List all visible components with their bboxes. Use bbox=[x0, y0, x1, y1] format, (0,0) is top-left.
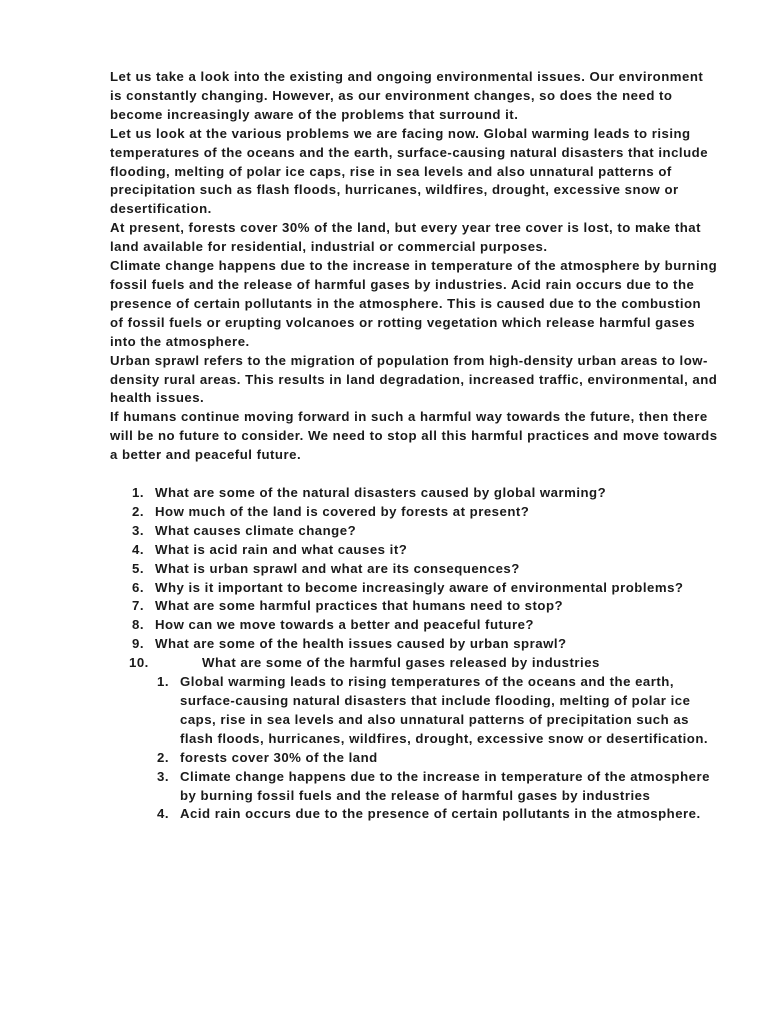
paragraph-climate-acid-rain: Climate change happens due to the increase in temperature of the atmosphere by burning fossil fuels and the release of harmful gases by industries. Acid rain occurs due to the presence of certain pollutants in the atmosphere. This is caused due to the combustion of fossil fuels or erupting volcanoes or rotting vegetation which release harmful gases into the atmosphere. bbox=[110, 258, 718, 349]
question-item bbox=[110, 654, 718, 673]
paragraph-forests: At present, forests cover 30% of the land, but every year tree cover is lost, to make that land available for residential, industrial or commercial purposes. bbox=[110, 220, 702, 255]
question-item bbox=[110, 503, 718, 522]
question-text: What are some of the harmful gases released by industries bbox=[202, 655, 600, 671]
question-number: 7. bbox=[132, 598, 144, 614]
question-number: 9. bbox=[132, 636, 144, 652]
questions-list bbox=[110, 484, 718, 673]
answer-number: 4. bbox=[157, 806, 169, 822]
question-text: Why is it important to become increasingly aware of environmental problems? bbox=[155, 579, 684, 595]
question-number: 8. bbox=[132, 617, 144, 633]
question-text: What causes climate change? bbox=[155, 522, 357, 538]
answer-text: Acid rain occurs due to the presence of certain pollutants in the atmosphere. bbox=[180, 806, 701, 822]
paragraph-conclusion: If humans continue moving forward in such a harmful way towards the future, then there will be no future to consider. We need to stop all this harmful practices and move towards a better and peaceful future. bbox=[110, 409, 718, 463]
document-page bbox=[110, 68, 718, 824]
answers-list bbox=[110, 673, 718, 824]
paragraph-urban-sprawl: Urban sprawl refers to the migration of population from high-density urban areas to low-density rural areas. This results in land degradation, increased traffic, environmental, and health issues. bbox=[110, 352, 718, 406]
question-number: 2. bbox=[132, 503, 144, 519]
question-number: 1. bbox=[132, 485, 144, 501]
answer-text: Climate change happens due to the increase in temperature of the atmosphere by burning fossil fuels and the release of harmful gases by industries bbox=[180, 768, 710, 803]
answer-text: forests cover 30% of the land bbox=[180, 749, 378, 765]
question-item bbox=[110, 616, 718, 635]
question-number: 10. bbox=[129, 655, 149, 671]
question-text: What are some of the natural disasters caused by global warming? bbox=[155, 485, 607, 501]
question-number: 4. bbox=[132, 541, 144, 557]
answer-item bbox=[110, 805, 718, 824]
paragraph-global-warming: Let us look at the various problems we are facing now. Global warming leads to rising temperatures of the oceans and the earth, surface-causing natural disasters that include flooding, melting of polar ice caps, rise in sea levels and also unnatural patterns of precipitation such as flash floods, hurricanes, wildfires, drought, excessive snow or desertification. bbox=[110, 125, 709, 217]
question-number: 3. bbox=[132, 522, 144, 538]
answer-item bbox=[110, 768, 718, 806]
question-item bbox=[110, 579, 718, 598]
question-item bbox=[110, 560, 718, 579]
question-number: 6. bbox=[132, 579, 144, 595]
answer-number: 2. bbox=[157, 749, 169, 765]
question-text: What are some harmful practices that humans need to stop? bbox=[155, 598, 564, 614]
answer-number: 3. bbox=[157, 768, 169, 784]
question-item bbox=[110, 484, 718, 503]
question-text: What is acid rain and what causes it? bbox=[155, 541, 408, 557]
question-text: How can we move towards a better and peaceful future? bbox=[155, 617, 534, 633]
answer-item bbox=[110, 749, 718, 768]
question-text: What are some of the health issues caused by urban sprawl? bbox=[155, 636, 567, 652]
question-item bbox=[110, 541, 718, 560]
question-item bbox=[110, 522, 718, 541]
question-item bbox=[110, 635, 718, 654]
paragraph-intro: Let us take a look into the existing and ongoing environmental issues. Our environment is constantly changing. However, as our environment changes, so does the need to become increasingly aware of the problems that surround it. bbox=[110, 69, 704, 122]
question-text: How much of the land is covered by forests at present? bbox=[155, 503, 530, 519]
question-item bbox=[110, 597, 718, 616]
answer-item bbox=[110, 673, 718, 749]
question-text: What is urban sprawl and what are its consequences? bbox=[155, 560, 520, 576]
question-number: 5. bbox=[132, 560, 144, 576]
answer-text: Global warming leads to rising temperatures of the oceans and the earth, surface-causing natural disasters that include flooding, melting of polar ice caps, rise in sea levels and also unnatural patterns of precipitation such as flash floods, hurricanes, wildfires, drought, excessive snow or desertification. bbox=[180, 674, 709, 746]
answer-number: 1. bbox=[157, 674, 169, 690]
